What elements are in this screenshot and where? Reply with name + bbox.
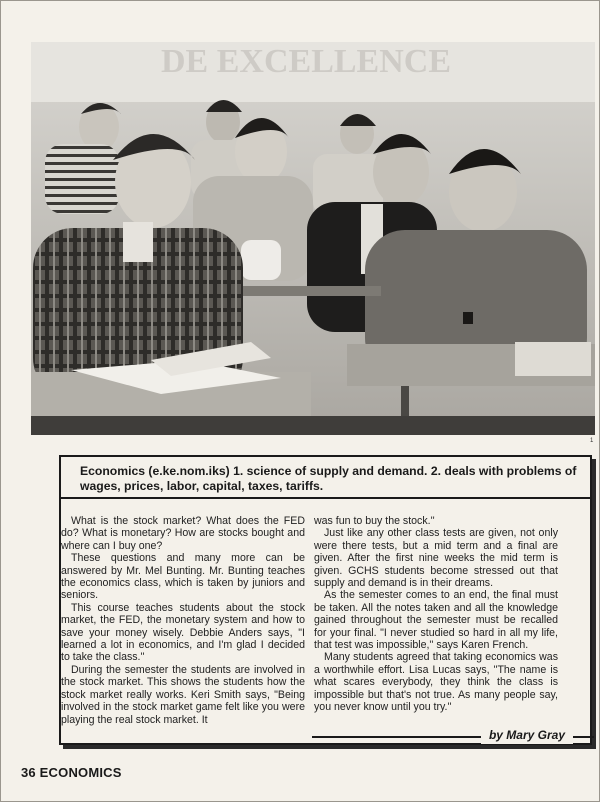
paragraph: As the semester comes to an end, the final must be taken. All the notes taken and all the knowledge gained throughout the semester must be recalled for your final. "I never studied so hard in all my life, that test was impossible,'' says Karen French.: [314, 589, 558, 652]
classroom-photo: [31, 42, 595, 435]
photo-students-in-class-icon: [31, 42, 595, 435]
svg-text:DE EXCELLENCE: DE EXCELLENCE: [161, 43, 452, 80]
paragraph: was fun to buy the stock.'': [314, 515, 435, 527]
page-folio: 36 ECONOMICS: [21, 765, 122, 780]
byline: by Mary Gray: [481, 726, 573, 744]
paragraph: This course teaches students about the stock market, the FED, the monetary system and how to save your money wisely. Debbie Anders says, "I learned a lot in economics, and I'm glad I decided to take the class.'': [61, 601, 305, 664]
definition-headline: Economics (e.ke.nom.iks) 1. science of supply and demand. 2. deals with problems of wages, prices, labor, capital, taxes, tariffs.: [61, 457, 590, 499]
paragraph: What is the stock market? What does the FED do? What is monetary? How are stocks bought and where can I buy one?: [61, 515, 305, 552]
paragraph: Many students agreed that taking economics was a worthwhile effort. Lisa Lucas says, "The name is what scares everybody, they think the class is impossible but that's not true. As many people say, you never know until you try.'': [314, 651, 558, 714]
photo-credit-mark: 1: [590, 438, 594, 444]
paragraph: During the semester the students are involved in the stock market. This shows the students how the stock market really works. Keri Smith says, "Being involved in the stock market game felt like you were playing the real stock market. It: [61, 663, 305, 726]
paragraph: These questions and many more can be answered by Mr. Mel Bunting. Mr. Bunting teaches the economics class, which is taken by juniors and seniors.: [61, 552, 305, 602]
article-column-left: [61, 515, 305, 726]
article-column-right: [314, 515, 558, 714]
paragraph: Just like any other class tests are given, not only were there tests, but a mid term and a final are given. After the first nine weeks the mid term is given. GCHS students become stressed out that supply and demand is in their dreams.: [314, 527, 558, 590]
